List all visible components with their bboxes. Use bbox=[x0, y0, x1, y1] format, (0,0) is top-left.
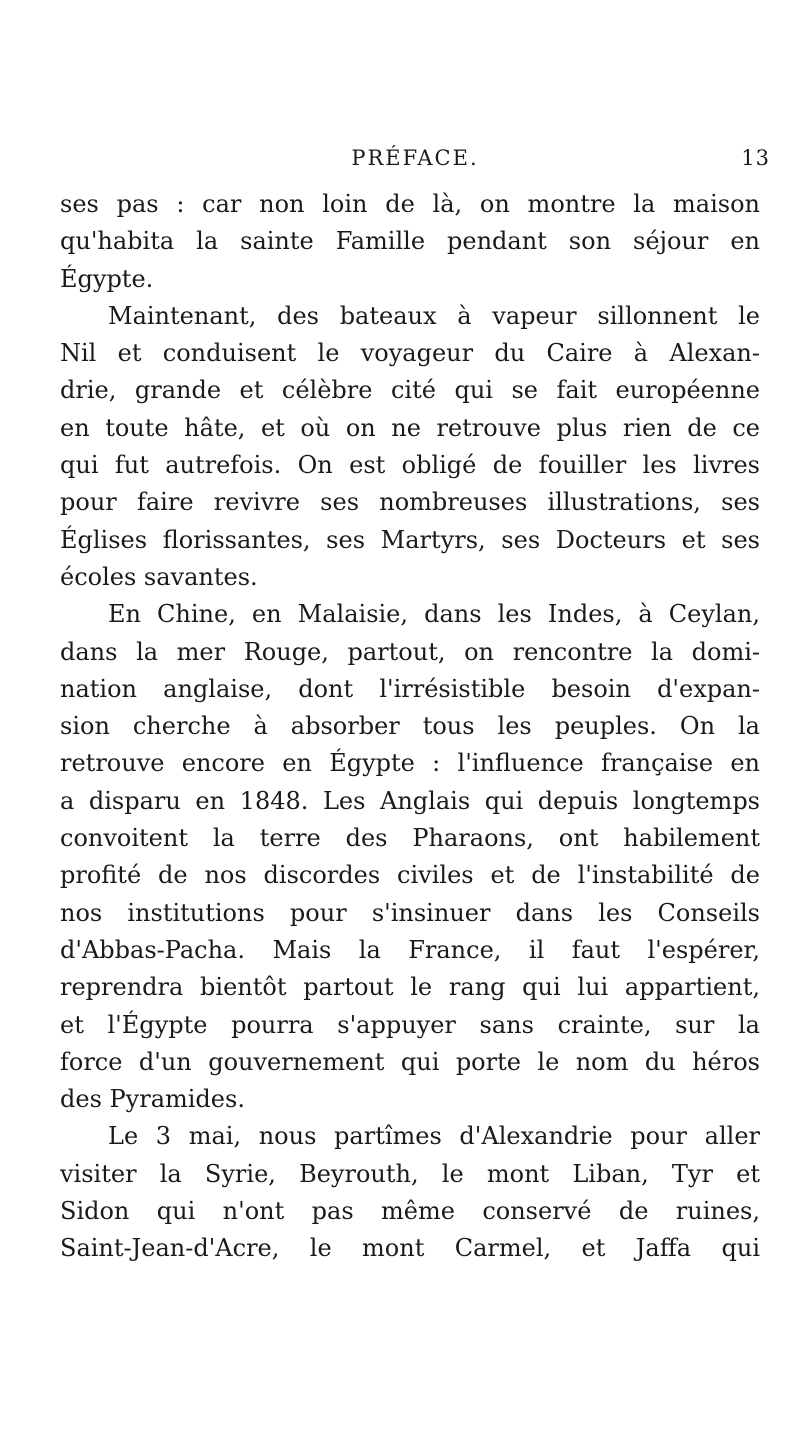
text-line: ses pas : car non loin de là, on montre la maison bbox=[60, 190, 760, 218]
running-title: PRÉFACE. bbox=[351, 146, 479, 170]
text-line: Maintenant, des bateaux à vapeur sillonnent le bbox=[108, 301, 760, 330]
text-line: Le 3 mai, nous partîmes d'Alexandrie pour aller bbox=[108, 1122, 760, 1151]
text-line: qu'habita la sainte Famille pendant son séjour en bbox=[60, 227, 760, 256]
text-line: a disparu en 1848. Les Anglais qui depuis longtemps bbox=[60, 786, 760, 815]
text-line: visiter la Syrie, Beyrouth, le mont Liban, Tyr et bbox=[60, 1159, 760, 1188]
text-line: retrouve encore en Égypte : l'influence française en bbox=[60, 749, 760, 778]
text-line: qui fut autrefois. On est obligé de fouiller les livres bbox=[60, 451, 760, 480]
text-line: convoitent la terre des Pharaons, ont habilement bbox=[60, 824, 760, 853]
text-line: en toute hâte, et où on ne retrouve plus rien de ce bbox=[60, 413, 760, 442]
body-text bbox=[60, 186, 760, 1268]
text-line: Sidon qui n'ont pas même conservé de ruines, bbox=[60, 1197, 760, 1226]
text-line: pour faire revivre ses nombreuses illustrations, ses bbox=[60, 488, 760, 517]
text-line: profité de nos discordes civiles et de l'instabilité de bbox=[60, 861, 760, 890]
text-line: Églises florissantes, ses Martyrs, ses Docteurs et ses bbox=[60, 525, 760, 554]
text-line: nos institutions pour s'insinuer dans les Conseils bbox=[60, 898, 760, 927]
text-line: force d'un gouvernement qui porte le nom du héros bbox=[60, 1047, 760, 1076]
text-line: En Chine, en Malaisie, dans les Indes, à Ceylan, bbox=[108, 600, 760, 629]
text-line: sion cherche à absorber tous les peuples. On la bbox=[60, 712, 760, 741]
text-line: reprendra bientôt partout le rang qui lui appartient, bbox=[60, 973, 760, 1002]
text-line: nation anglaise, dont l'irrésistible besoin d'expan- bbox=[60, 674, 760, 703]
text-line: et l'Égypte pourra s'appuyer sans crainte, sur la bbox=[60, 1010, 760, 1039]
text-line: des Pyramides. bbox=[60, 1085, 245, 1114]
text-line: écoles savantes. bbox=[60, 562, 258, 591]
text-line: d'Abbas-Pacha. Mais la France, il faut l'espérer, bbox=[60, 935, 760, 964]
text-line: dans la mer Rouge, partout, on rencontre la domi- bbox=[60, 637, 760, 666]
text-line: Nil et conduisent le voyageur du Caire à Alexan- bbox=[60, 339, 760, 368]
text-line: Égypte. bbox=[60, 264, 154, 293]
running-head bbox=[60, 146, 770, 176]
text-line: drie, grande et célèbre cité qui se fait européenne bbox=[60, 376, 760, 405]
page-number: 13 bbox=[741, 146, 770, 170]
text-line: Saint-Jean-d'Acre, le mont Carmel, et Jaffa qui bbox=[60, 1234, 760, 1263]
